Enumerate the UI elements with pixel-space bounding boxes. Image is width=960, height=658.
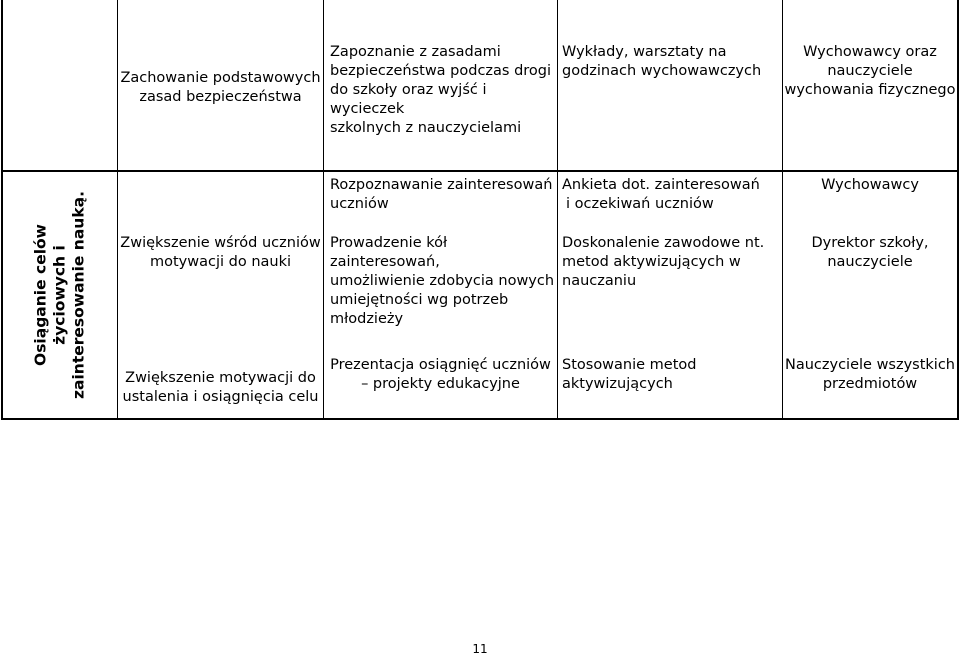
heading-line: życiowych i: [50, 245, 69, 345]
cell-line: Wychowawcy: [821, 177, 919, 193]
task-cell: [324, 356, 557, 394]
cell-line: umożliwienie zdobycia nowych: [330, 273, 555, 289]
cell-line: szkolnych z nauczycielami: [330, 120, 522, 136]
cell-line: bezpieczeństwa podczas drogi: [330, 63, 552, 79]
cell-line: nauczyciele: [827, 63, 913, 79]
method-cell: [562, 356, 782, 394]
method-cell: [562, 234, 782, 291]
row-divider: [1, 170, 959, 172]
heading-line: Osiąganie celów: [31, 224, 50, 366]
table-border-bottom: [1, 418, 959, 420]
cell-line: Rozpoznawanie zainteresowań: [330, 177, 553, 193]
row1-task-cell: [330, 43, 557, 138]
cell-line: ustalenia i osiągnięcia celu: [122, 389, 319, 405]
column-divider: [557, 0, 558, 420]
section-heading: [32, 172, 89, 418]
row1-goal-cell: [118, 69, 323, 107]
task-cell: [330, 234, 557, 329]
method-cell: [562, 176, 782, 214]
cell-line: Zwiększenie wśród uczniów: [120, 235, 321, 251]
cell-line: umiejętności wg potrzeb: [330, 292, 509, 308]
responsible-cell: [783, 356, 957, 394]
cell-line: uczniów: [330, 196, 389, 212]
row1-responsible-cell: [783, 43, 957, 100]
cell-line: aktywizujących: [562, 376, 673, 392]
page-number: 11: [472, 642, 488, 656]
cell-line: motywacji do nauki: [149, 254, 292, 270]
responsible-cell: [783, 176, 957, 195]
cell-line: Wychowawcy oraz: [803, 44, 937, 60]
cell-line: Stosowanie metod: [562, 357, 697, 373]
cell-line: Doskonalenie zawodowe nt.: [562, 235, 765, 251]
cell-line: Prezentacja osiągnięć uczniów: [330, 357, 551, 373]
heading-line: zainteresowanie nauką.: [69, 191, 88, 400]
cell-line: przedmiotów: [822, 376, 918, 392]
responsible-cell: [783, 234, 957, 272]
cell-line: Zapoznanie z zasadami: [330, 44, 501, 60]
cell-line: do szkoły oraz wyjść i wycieczek: [330, 82, 487, 117]
cell-line: godzinach wychowawczych: [562, 63, 762, 79]
table-border-right: [957, 0, 959, 420]
cell-line: Wykłady, warsztaty na: [562, 44, 727, 60]
goal-cell: [118, 234, 323, 272]
cell-line: młodzieży: [330, 311, 404, 327]
cell-line: nauczyciele: [827, 254, 913, 270]
goal-cell: [118, 369, 323, 407]
cell-line: Zwiększenie motywacji do: [125, 370, 316, 386]
task-cell: [330, 176, 557, 214]
cell-line: metod aktywizujących w: [562, 254, 741, 270]
cell-line: Nauczyciele wszystkich: [785, 357, 955, 373]
cell-line: zasad bezpieczeństwa: [139, 89, 302, 105]
cell-line: i oczekiwań uczniów: [566, 196, 714, 212]
row1-method-cell: [562, 43, 782, 81]
cell-line: nauczaniu: [562, 273, 637, 289]
cell-line: Ankieta dot. zainteresowań: [562, 177, 760, 193]
cell-line: wychowania fizycznego: [784, 82, 956, 98]
section-heading-cell: [2, 172, 118, 418]
cell-line: Zachowanie podstawowych: [120, 70, 321, 86]
cell-line: – projekty edukacyjne: [361, 376, 520, 392]
cell-line: Dyrektor szkoły,: [811, 235, 929, 251]
cell-line: Prowadzenie kół zainteresowań,: [330, 235, 448, 270]
